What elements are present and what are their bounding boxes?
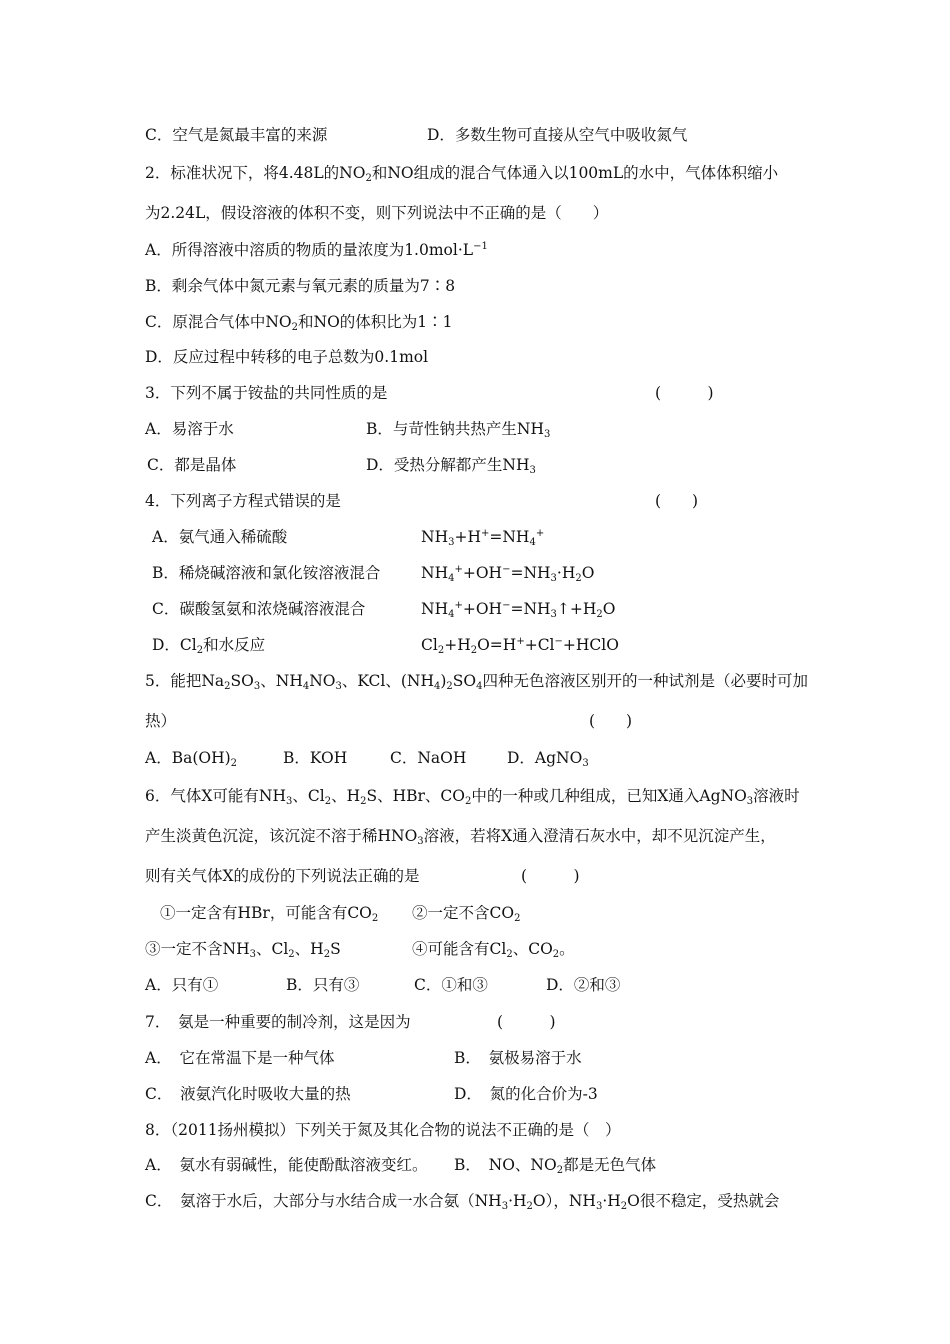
question-2-stem-cont: 为2.24L，假设溶液的体积不变，则下列说法中不正确的是（ ）: [145, 204, 609, 222]
answer-blank: ( ): [655, 492, 699, 510]
choice-a: A．$Ba(OH)_2$: [145, 749, 238, 769]
choice-b: B．剩余气体中氮元素与氧元素的质量为7∶8: [145, 277, 456, 295]
question-8-stem: 8．（2011扬州模拟）下列关于氮及其化合物的说法不正确的是（ ）: [145, 1121, 621, 1139]
choice-d: D．受热分解都产生$NH_3$: [366, 456, 536, 476]
choice-d: D．反应过程中转移的电子总数为0.1mol: [145, 348, 429, 366]
choice-d: D．②和③: [546, 976, 621, 994]
statement-1: ①一定含有HBr，可能含有$CO_2$: [160, 904, 379, 924]
equation-d: $Cl_2+H_2O=H^++Cl^-+HClO$: [421, 636, 619, 656]
answer-blank: ( ): [655, 384, 714, 402]
choice-c: C．都是晶体: [147, 456, 237, 474]
choice-c: C．①和③: [414, 976, 488, 994]
statement-4: ④可能含有$Cl_2$、$CO_2$。: [412, 940, 575, 960]
choice-a: A．易溶于水: [145, 420, 234, 438]
answer-blank: ( ): [589, 712, 633, 730]
answer-blank: ( ): [497, 1013, 556, 1031]
choice-d: D．多数生物可直接从空气中吸收氮气: [427, 126, 688, 144]
choice-b: B．与苛性钠共热产生$NH_3$: [366, 420, 551, 440]
statement-2: ②一定不含$CO_2$: [412, 904, 521, 924]
question-5-stem-cont: 热）: [145, 712, 177, 730]
choice-c: C． 氨溶于水后，大部分与水结合成一水合氨$(NH_3\cdot H_2O)$，$NH_3\cdot H_2O$很不稳定，受热就会: [145, 1192, 780, 1212]
choice-c: C． 液氨汽化时吸收大量的热: [145, 1085, 351, 1103]
choice-d: D． 氮的化合价为-3: [454, 1085, 598, 1103]
question-5-stem: 5．能把$Na_2SO_3$、$NH_4NO_3$、KCl、$(NH_4)_2SO_4$四种无色溶液区别开的一种试剂是（必要时可加: [145, 672, 809, 692]
question-6-stem: 6．气体X可能有$NH_3$、$Cl_2$、$H_2S$、HBr、$CO_2$中的一种或几种组成，已知X通入AgNO$_3$溶液时: [145, 787, 800, 807]
question-6-stem-cont: 产生淡黄色沉淀，该沉淀不溶于稀$HNO_3$溶液，若将X通入澄清石灰水中，却不见沉淀产生，: [145, 827, 776, 847]
choice-b: B． NO、$NO_2$都是无色气体: [454, 1156, 657, 1176]
choice-c: C．原混合气体中$NO_2$和NO的体积比为1∶1: [145, 313, 453, 333]
statement-3: ③一定不含$NH_3$、$Cl_2$、$H_2S$: [145, 940, 341, 960]
choice-a: A．氨气通入稀硫酸: [152, 528, 288, 546]
question-2-stem: 2．标准状况下，将4.48L的$NO_2$和NO组成的混合气体通入以100mL的水中，气体体积缩小: [145, 164, 779, 184]
equation-b: $NH_4^++OH^-=NH_3\cdot H_2O$: [421, 564, 595, 584]
question-4-stem: 4．下列离子方程式错误的是: [145, 492, 341, 510]
choice-b: B．KOH: [283, 749, 348, 767]
question-7-stem: 7． 氨是一种重要的制冷剂，这是因为: [145, 1013, 411, 1031]
question-6-stem-cont: 则有关气体X的成份的下列说法正确的是: [145, 867, 420, 885]
choice-a: A． 氨水有弱碱性，能使酚酞溶液变红。: [145, 1156, 428, 1174]
choice-d: D．AgNO$_3$: [507, 749, 589, 769]
choice-a: A．所得溶液中溶质的物质的量浓度为$1.0mol\cdot L^{-1}$: [145, 241, 488, 259]
equation-a: $NH_3+H^+=NH_4^+$: [421, 528, 545, 548]
choice-c: C．空气是氮最丰富的来源: [145, 126, 328, 144]
choice-d: D．$Cl_2$和水反应: [152, 636, 266, 656]
choice-a: A．只有①: [145, 976, 219, 994]
question-3-stem: 3．下列不属于铵盐的共同性质的是: [145, 384, 388, 402]
choice-b: B． 氨极易溶于水: [454, 1049, 582, 1067]
choice-c: C．碳酸氢氨和浓烧碱溶液混合: [152, 600, 366, 618]
equation-c: $NH_4^++OH^-=NH_3↑+H_2O$: [421, 600, 616, 620]
answer-blank: ( ): [521, 867, 580, 885]
choice-c: C．NaOH: [390, 749, 467, 767]
choice-b: B．稀烧碱溶液和氯化铵溶液混合: [152, 564, 381, 582]
choice-a: A． 它在常温下是一种气体: [145, 1049, 335, 1067]
choice-b: B．只有③: [286, 976, 360, 994]
